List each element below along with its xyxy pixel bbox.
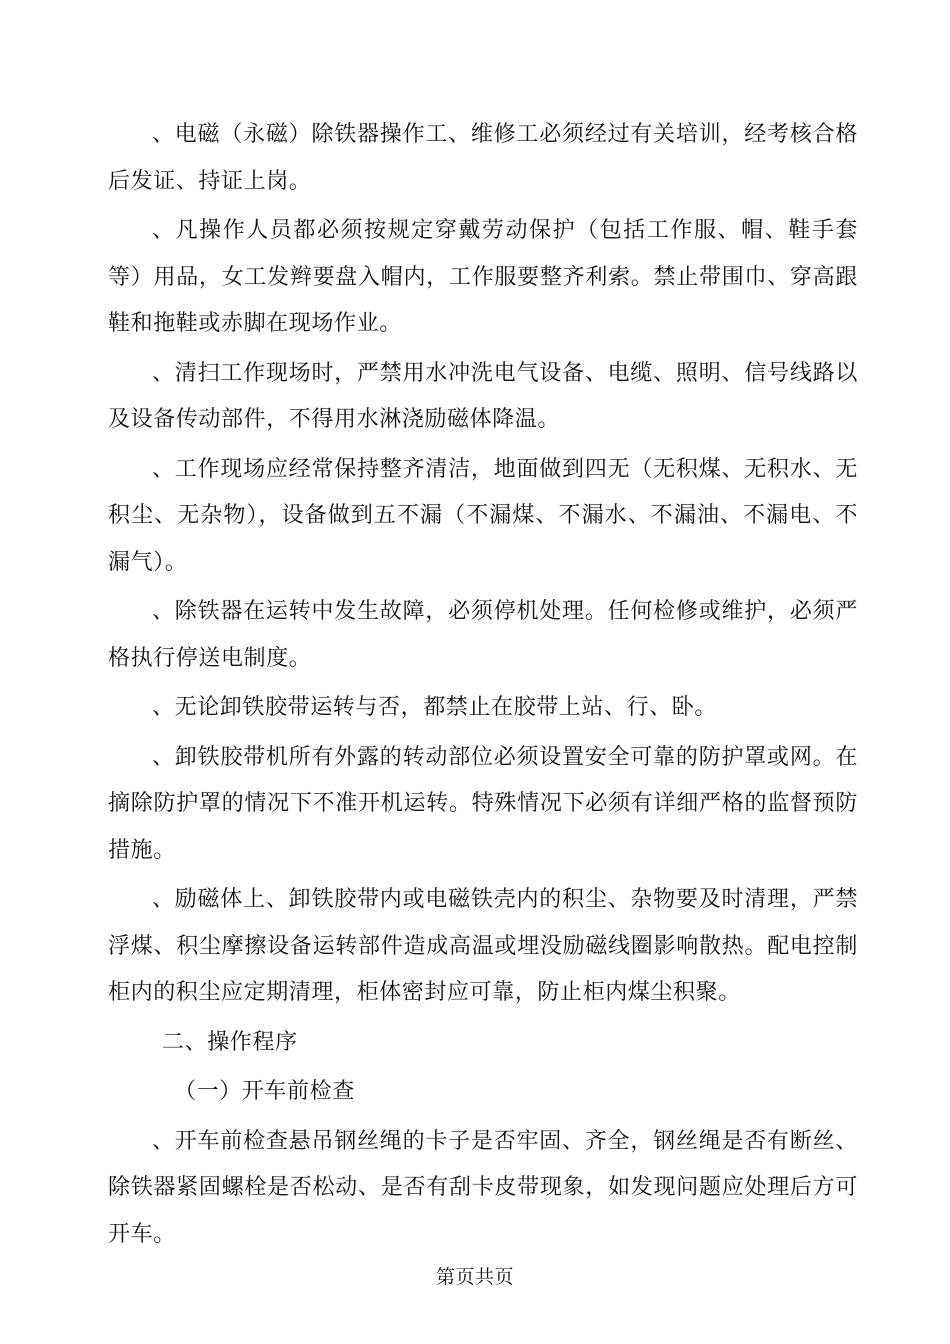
paragraph-pre-start-check: 、开车前检查悬吊钢丝绳的卡子是否牢固、齐全，钢丝绳是否有断丝、除铁器紧固螺栓是否松动、是否有刮卡皮带现象，如发现问题应处理后方可开车。 <box>108 1128 858 1247</box>
paragraph-belt-safety: 、无论卸铁胶带运转与否，都禁止在胶带上站、行、卧。 <box>152 695 718 720</box>
paragraph-training: 、电磁（永磁）除铁器操作工、维修工必须经过有关培训，经考核合格后发证、持证上岗。 <box>108 122 858 194</box>
paragraph-cleaning: 、清扫工作现场时，严禁用水冲洗电气设备、电缆、照明、信号线路以及设备传动部件，不得用水淋浇励磁体降温。 <box>108 360 858 432</box>
subsection-heading: （一）开车前检查 <box>174 1079 355 1104</box>
document-body <box>108 112 858 1261</box>
paragraph-protective-gear: 、凡操作人员都必须按规定穿戴劳动保护（包括工作服、帽、鞋手套等）用品，女工发辫要盘入帽内，工作服要整齐利索。禁止带围巾、穿高跟鞋和拖鞋或赤脚在现场作业。 <box>108 218 858 336</box>
paragraph-site-tidiness: 、工作现场应经常保持整齐清洁，地面做到四无（无积煤、无积水、无积尘、无杂物），设备做到五不漏（不漏煤、不漏水、不漏油、不漏电、不漏气）。 <box>108 456 858 575</box>
section-heading: 二、操作程序 <box>162 1029 298 1055</box>
paragraph-dust-cleanup: 、励磁体上、卸铁胶带内或电磁铁壳内的积尘、杂物要及时清理，严禁浮煤、积尘摩擦设备运转部件造成高温或埋没励磁线圈影响散热。配电控制柜内的积尘应定期清理，柜体密封应可靠，防止柜内煤尘积聚。 <box>108 887 858 1005</box>
page-footer: 第页共页 <box>435 1266 514 1288</box>
paragraph-guard-cover: 、卸铁胶带机所有外露的转动部位必须设置安全可靠的防护罩或网。在摘除防护罩的情况下不准开机运转。特殊情况下必须有详细严格的监督预防措施。 <box>108 744 858 863</box>
paragraph-fault-stop: 、除铁器在运转中发生故障，必须停机处理。任何检修或维护，必须严格执行停送电制度。 <box>108 599 858 671</box>
